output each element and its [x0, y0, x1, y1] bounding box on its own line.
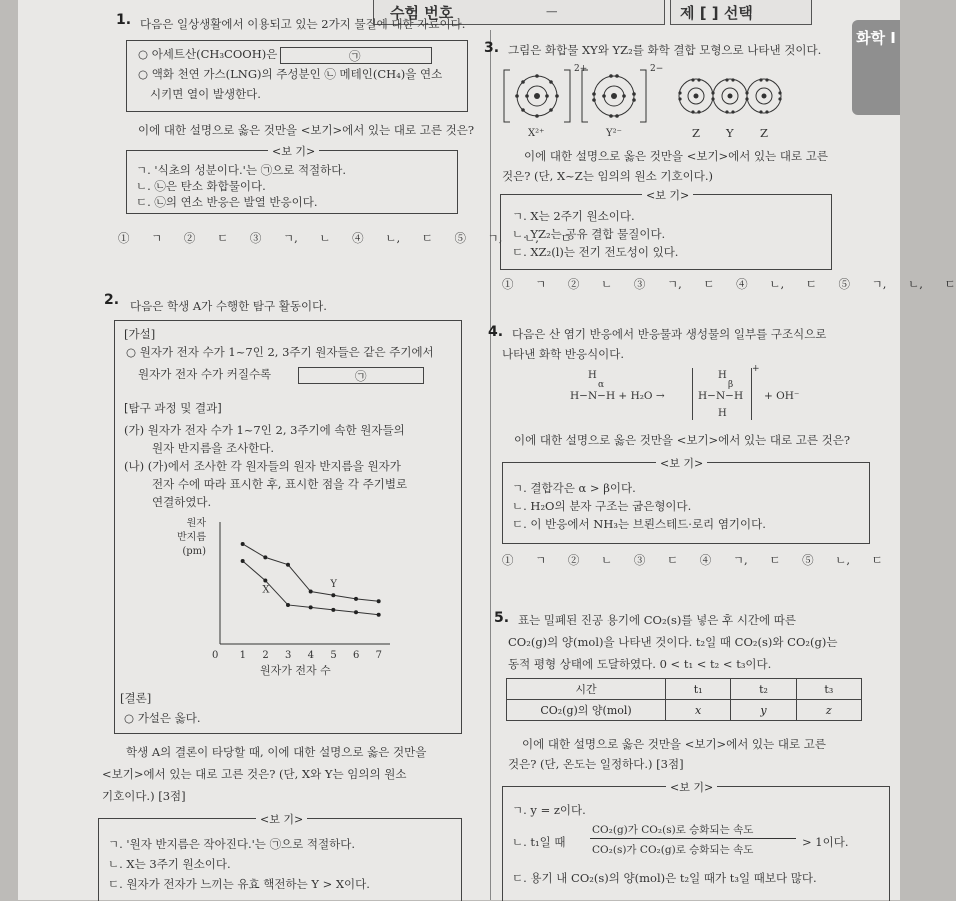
- data-point-x: [354, 610, 358, 614]
- q2-proc-title: [탐구 과정 및 결과]: [124, 401, 222, 415]
- x-tick-label: 2: [262, 650, 269, 661]
- q5-stem1: 표는 밀폐된 진공 용기에 CO₂(s)를 넣은 후 시간에 따른: [518, 613, 797, 627]
- eq-left-h: H: [588, 370, 597, 381]
- x-axis-label: 원자가 전자 수: [260, 664, 331, 677]
- q4-number: 4.: [488, 324, 504, 340]
- exam-number-label: 수험 번호: [390, 4, 454, 22]
- x-tick-label: 4: [307, 650, 315, 661]
- table-cell: y: [731, 700, 796, 721]
- eq-right-bot: H: [718, 408, 727, 419]
- q5-question2: 것은? (단, 온도는 일정하다.) [3점]: [508, 757, 684, 771]
- molecule-yz2-model: [678, 78, 781, 113]
- q2-proc-b3: 연결하였다.: [152, 495, 212, 509]
- data-point-x: [331, 608, 335, 612]
- q3-bogi-item: ㄴ. YZ₂는 공유 결합 물질이다.: [512, 227, 666, 241]
- mol-label-y: Y: [726, 126, 734, 140]
- series-label-x: X: [262, 584, 270, 596]
- q5-table: [506, 678, 862, 721]
- ion-x-model: [504, 70, 570, 122]
- q3-choices[interactable]: ① ㄱ ② ㄴ ③ ㄱ, ㄷ ④ ㄴ, ㄷ ⑤ ㄱ, ㄴ, ㄷ: [502, 277, 956, 291]
- data-point-x: [263, 579, 267, 583]
- table-cell: CO₂(g)의 양(mol): [507, 700, 666, 721]
- q1-question: 이에 대한 설명으로 옳은 것만을 <보기>에서 있는 대로 고른 것은?: [138, 123, 475, 137]
- table-header: t₁: [666, 679, 731, 700]
- q4-bogi-item: ㄷ. 이 반응에서 NH₃는 브뢴스테드·로리 염기이다.: [512, 517, 766, 531]
- data-point-y: [377, 599, 381, 603]
- q4-stem1: 다음은 산 염기 반응에서 반응물과 생성물의 일부를 구조식으로: [512, 327, 827, 341]
- eq-right-mid: H−N−H: [698, 390, 744, 402]
- q5-number: 5.: [494, 610, 510, 626]
- y-axis-label: 원자: [186, 518, 206, 529]
- q1-number: 1.: [116, 12, 132, 28]
- q3-number: 3.: [484, 40, 500, 56]
- q2-bogi-title: <보 기>: [256, 811, 307, 827]
- elective-label: 제 [ ] 선택: [680, 4, 753, 22]
- q2-concl: ○ 가설은 옳다.: [124, 711, 201, 725]
- q3-bogi-title: <보 기>: [642, 187, 693, 203]
- q2-bogi-item: ㄷ. 원자가 전자가 느끼는 유효 핵전하는 Y > X이다.: [108, 877, 370, 891]
- eq-charge: +: [752, 364, 760, 374]
- q1-bogi-item: ㄷ. ㉡의 연소 반응은 발열 반응이다.: [136, 195, 318, 209]
- q5-question1: 이에 대한 설명으로 옳은 것만을 <보기>에서 있는 대로 고른: [522, 737, 827, 751]
- q2-bogi-item: ㄴ. X는 3주기 원소이다.: [108, 857, 231, 871]
- ion-y-model: [582, 70, 646, 122]
- fraction-bar: [590, 838, 796, 839]
- table-row: [507, 679, 862, 700]
- data-point-y: [331, 593, 335, 597]
- eq-oh: + OH⁻: [764, 390, 800, 402]
- q1-box-line3: 시키면 열이 발생한다.: [150, 87, 261, 101]
- q1-bogi-item: ㄴ. ㉡은 탄소 화합물이다.: [136, 179, 266, 193]
- q5-stem2: CO₂(g)의 양(mol)을 나타낸 것이다. t₂일 때 CO₂(s)와 CO₂(g)는: [508, 635, 838, 649]
- column-divider: [490, 30, 491, 900]
- eq-alpha: α: [598, 380, 605, 390]
- eq-beta: β: [728, 380, 734, 390]
- q1-box-line1: ○ 아세트산(CH₃COOH)은: [138, 47, 278, 61]
- q2-stem: 다음은 학생 A가 수행한 탐구 활동이다.: [130, 299, 327, 313]
- data-point-y: [309, 590, 313, 594]
- q3-bogi-item: ㄱ. X는 2주기 원소이다.: [512, 209, 635, 223]
- q4-bogi-item: ㄴ. H₂O의 분자 구조는 굽은형이다.: [512, 499, 692, 513]
- q2-question2: <보기>에서 있는 대로 고른 것은? (단, X와 Y는 임의의 원소: [102, 767, 407, 781]
- q3-stem: 그림은 화합물 XY와 YZ₂를 화학 결합 모형으로 나타낸 것이다.: [508, 43, 822, 57]
- q2-proc-a2: 원자 반지름을 조사한다.: [152, 441, 275, 455]
- q2-hyp-line2: 원자가 전자 수가 커질수록: [138, 367, 272, 381]
- q2-proc-a1: (가) 원자가 전자 수가 1~7인 2, 3주기에 속한 원자들의: [124, 423, 405, 437]
- table-cell: x: [666, 700, 731, 721]
- q3-question1: 이에 대한 설명으로 옳은 것만을 <보기>에서 있는 대로 고른: [524, 149, 829, 163]
- table-row: [507, 700, 862, 721]
- q2-blank-a[interactable]: [298, 367, 424, 384]
- q5-bogi-a: ㄱ. y = z이다.: [512, 803, 586, 817]
- table-header: 시간: [507, 679, 666, 700]
- data-point-x: [309, 605, 313, 609]
- q2-question1: 학생 A의 결론이 타당할 때, 이에 대한 설명으로 옳은 것만을: [126, 745, 427, 759]
- data-point-x: [286, 603, 290, 607]
- ion1-charge: 2+: [574, 64, 588, 74]
- q5-stem3: 동적 평형 상태에 도달하였다. 0 < t₁ < t₂ < t₃이다.: [508, 657, 772, 671]
- exam-number-dash: —: [546, 4, 558, 18]
- data-point-y: [354, 597, 358, 601]
- subject-tab: 화학 I: [852, 20, 900, 115]
- q2-concl-title: [결론]: [120, 691, 152, 705]
- q2-number: 2.: [104, 292, 120, 308]
- q4-bogi-item: ㄱ. 결합각은 α > β이다.: [512, 481, 636, 495]
- q5-bogi-b-num: CO₂(g)가 CO₂(s)로 승화되는 속도: [592, 824, 754, 836]
- table-header: t₂: [731, 679, 796, 700]
- data-point-x: [241, 559, 245, 563]
- q2-question3: 기호이다.) [3점]: [102, 789, 186, 803]
- ion2-charge: 2−: [650, 64, 664, 74]
- x-tick-label: 5: [330, 650, 337, 661]
- q2-proc-b1: (나) (가)에서 조사한 각 원자들의 원자 반지름을 원자가: [124, 459, 401, 473]
- table-cell: z: [796, 700, 861, 721]
- q5-bogi-title: <보 기>: [666, 779, 717, 795]
- q1-choices[interactable]: ① ㄱ ② ㄷ ③ ㄱ, ㄴ ④ ㄴ, ㄷ ⑤ ㄱ, ㄴ, ㄷ: [118, 231, 572, 245]
- q1-box-line2: ○ 액화 천연 가스(LNG)의 주성분인 ㉡ 메테인(CH₄)을 연소: [138, 67, 443, 81]
- q3-question2: 것은? (단, X~Z는 임의의 원소 기호이다.): [502, 169, 713, 183]
- exam-page: [18, 0, 956, 900]
- mol-label-z: Z: [760, 126, 768, 140]
- q4-question: 이에 대한 설명으로 옳은 것만을 <보기>에서 있는 대로 고른 것은?: [514, 433, 851, 447]
- table-header: t₃: [796, 679, 861, 700]
- q3-bogi-item: ㄷ. XZ₂(l)는 전기 전도성이 있다.: [512, 245, 679, 259]
- x-tick-label: 3: [285, 650, 292, 661]
- atomic-radius-chart: [158, 512, 398, 682]
- data-point-x: [377, 613, 381, 617]
- q1-blank-a-label: ㉠: [349, 49, 361, 63]
- eq-left: H−N−H + H₂O →: [570, 390, 665, 402]
- ion2-label: Y²⁻: [606, 128, 622, 139]
- y-axis-label: (pm): [182, 546, 206, 557]
- data-point-y: [263, 555, 267, 559]
- q5-bogi-b-pre: ㄴ. t₁일 때: [512, 835, 566, 849]
- q5-bogi-b-post: > 1이다.: [802, 835, 849, 849]
- q1-stem: 다음은 일상생활에서 이용되고 있는 2가지 물질에 대한 자료이다.: [140, 17, 466, 31]
- x-tick-label: 6: [353, 650, 360, 661]
- data-point-y: [241, 542, 245, 546]
- q2-bogi-item: ㄱ. '원자 반지름은 작아진다.'는 ㉠으로 적절하다.: [108, 837, 356, 851]
- ion1-label: X²⁺: [528, 128, 545, 139]
- x-tick-label: 1: [239, 650, 247, 661]
- data-point-y: [286, 563, 290, 567]
- eq-bracket: [692, 368, 752, 420]
- x-tick-label: 7: [375, 650, 383, 661]
- origin-label: 0: [212, 650, 219, 661]
- q2-hyp-line1: ○ 원자가 전자 수가 1~7인 2, 3주기 원자들은 같은 주기에서: [126, 345, 434, 359]
- q2-hyp-title: [가설]: [124, 327, 156, 341]
- q5-bogi-b-den: CO₂(s)가 CO₂(g)로 승화되는 속도: [592, 844, 754, 856]
- q4-stem2: 나타낸 화학 반응식이다.: [502, 347, 625, 361]
- q1-blank-a[interactable]: [280, 47, 432, 64]
- series-label-y: Y: [330, 579, 337, 591]
- q2-blank-a-label: ㉠: [355, 369, 367, 383]
- q5-bogi-c: ㄷ. 용기 내 CO₂(s)의 양(mol)은 t₂일 때가 t₃일 때보다 많다.: [512, 871, 817, 885]
- q1-bogi-item: ㄱ. '식초의 성분이다.'는 ㉠으로 적절하다.: [136, 163, 347, 177]
- mol-label-z: Z: [692, 126, 700, 140]
- q4-bogi-title: <보 기>: [656, 455, 707, 471]
- q1-bogi-title: <보 기>: [268, 143, 319, 159]
- eq-right-top: H: [718, 370, 727, 381]
- q2-proc-b2: 전자 수에 따라 표시한 후, 표시한 점을 각 주기별로: [152, 477, 408, 491]
- y-axis-label: 반지름: [177, 532, 206, 543]
- q4-choices[interactable]: ① ㄱ ② ㄴ ③ ㄷ ④ ㄱ, ㄷ ⑤ ㄴ, ㄷ: [502, 553, 883, 567]
